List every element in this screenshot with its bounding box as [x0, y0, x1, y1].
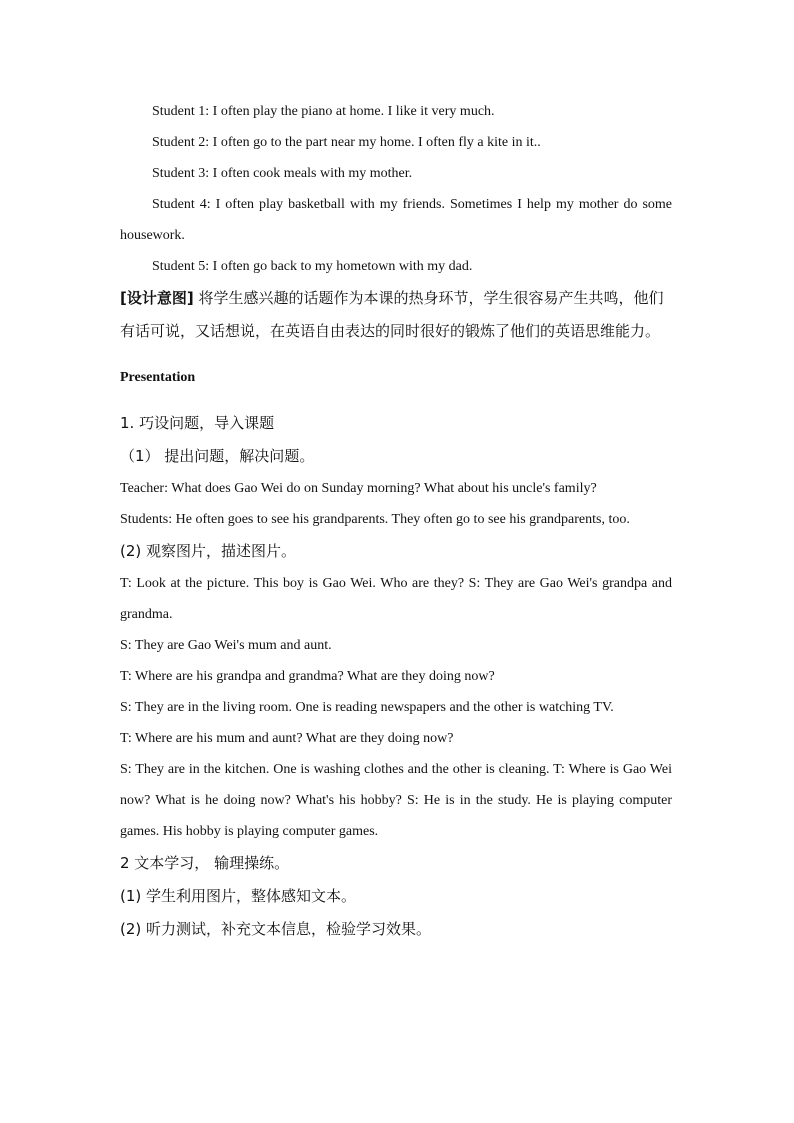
item-1-1-heading: （1） 提出问题，解决问题。 [120, 447, 315, 465]
dialog-line-1: T: Look at the picture. This boy is Gao Wei. Who are they? S: They are Gao Wei's grandpa and grandma. [120, 576, 672, 622]
students-answer: Students: He often goes to see his grandparents. They often go to see his grandparents, too. [120, 512, 630, 527]
item-2-heading: 2 文本学习， 输理操练。 [120, 854, 290, 872]
teacher-question: Teacher: What does Gao Wei do on Sunday morning? What about his uncle's family? [120, 481, 597, 496]
dialog-line-3: T: Where are his grandpa and grandma? What are they doing now? [120, 669, 495, 684]
dialog-line-4: S: They are in the living room. One is reading newspapers and the other is watching TV. [120, 700, 614, 715]
item-1-2-heading: (2) 观察图片，描述图片。 [120, 542, 297, 560]
document-page [120, 96, 672, 946]
dialog-line-5: T: Where are his mum and aunt? What are they doing now? [120, 731, 454, 746]
design-intent-paragraph [120, 282, 672, 348]
item-2-2-heading: (2) 听力测试，补充文本信息，检验学习效果。 [120, 920, 432, 938]
student-3-line: Student 3: I often cook meals with my mother. [152, 166, 413, 181]
presentation-heading: Presentation [120, 370, 196, 385]
item-2-1-heading: (1) 学生利用图片，整体感知文本。 [120, 887, 357, 905]
student-4-line: Student 4: I often play basketball with my friends. Sometimes I help my mother do some housework. [120, 197, 672, 243]
student-2-line: Student 2: I often go to the part near my home. I often fly a kite in it.. [152, 135, 541, 150]
dialog-line-6: S: They are in the kitchen. One is washing clothes and the other is cleaning. T: Where is Gao Wei now? What is he doing now? What's his hobby? S: He is in the study. He is playing computer games. His hobby is playing computer games. [120, 762, 672, 839]
student-5-line: Student 5: I often go back to my hometown with my dad. [152, 259, 473, 274]
design-intent-label: [设计意图] [120, 289, 194, 307]
design-intent-text: 将学生感兴趣的话题作为本课的热身环节，学生很容易产生共鸣，他们有话可说，又话想说，在英语自由表达的同时很好的锻炼了他们的英语思维能力。 [120, 289, 664, 340]
item-1-heading: 1. 巧设问题，导入课题 [120, 414, 275, 432]
dialog-line-2: S: They are Gao Wei's mum and aunt. [120, 638, 332, 653]
student-1-line: Student 1: I often play the piano at home. I like it very much. [152, 104, 495, 119]
